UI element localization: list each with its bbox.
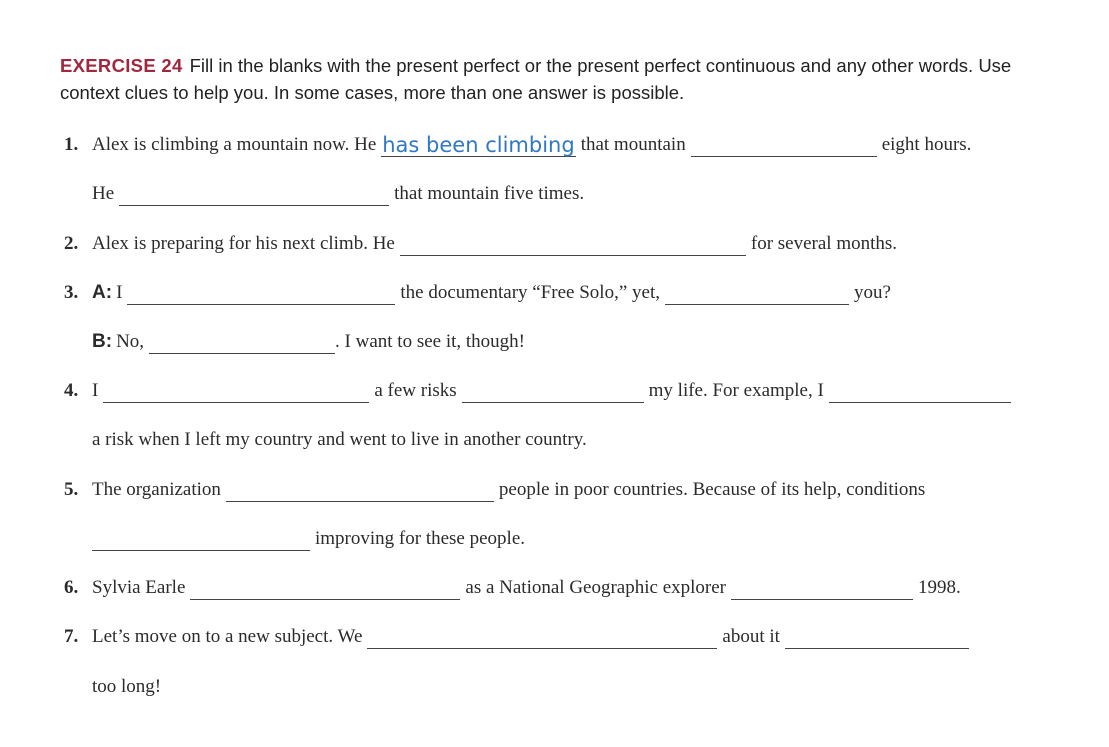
answer-blank[interactable] [149,335,335,354]
item-text: about it [722,626,780,647]
item-number: 7. [64,626,79,647]
item-text: too long! [92,676,162,697]
speaker-b-label: B: [92,331,113,352]
answer-blank[interactable] [829,384,1011,403]
answer-blank[interactable] [127,286,395,305]
answer-blank[interactable] [691,138,877,157]
answer-blank[interactable] [103,384,369,403]
answer-blank[interactable] [785,630,969,649]
item-text: as a National Geographic explorer [465,577,727,598]
item-4-line-2 [92,428,587,452]
item-text: Sylvia Earle [92,577,186,598]
answer-blank[interactable] [226,483,494,502]
item-text: the documentary “Free Solo,” yet, [400,282,660,303]
item-text: improving for these people. [315,528,526,549]
answer-blank[interactable] [190,581,460,600]
item-4-line-1 [64,379,1016,403]
item-text: The organization [92,479,221,500]
item-text: I [92,380,99,401]
item-text: my life. For example, I [648,380,824,401]
item-number: 6. [64,577,79,598]
item-text: eight hours. [881,134,972,155]
item-number: 4. [64,380,79,401]
item-number: 3. [64,282,79,303]
item-text: that mountain [580,134,686,155]
item-text: . I want to see it, though! [335,331,526,352]
item-number: 5. [64,479,79,500]
item-7-line-2 [92,675,161,699]
item-number: 2. [64,233,79,254]
answer-blank[interactable] [92,532,310,551]
exercise-header [60,52,1060,106]
item-text: Let’s move on to a new subject. We [92,626,363,647]
item-text: No, [116,331,145,352]
item-text: that mountain five times. [394,183,585,204]
item-text: for several months. [750,233,898,254]
answer-field-filled[interactable]: has been climbing [382,133,575,157]
item-text: I [116,282,123,303]
item-text: 1998. [918,577,961,598]
item-6-line-1 [64,576,961,600]
item-text: you? [853,282,891,303]
answer-blank[interactable] [119,187,389,206]
exercise-instructions: Fill in the blanks with the present perfect or the present perfect continuous and any other words. Use context clues to help you. In some cases, more than one answer is possible. [60,55,1012,103]
item-text: people in poor countries. Because of its help, conditions [498,479,926,500]
item-1-line-1 [64,133,972,157]
answer-blank[interactable] [400,237,746,256]
item-1-line-2 [92,182,584,206]
speaker-a-label: A: [92,282,113,303]
item-text: a few risks [374,380,457,401]
answer-blank[interactable] [367,630,717,649]
item-5-line-2 [92,527,525,551]
answer-blank[interactable] [462,384,644,403]
item-text: He [92,183,115,204]
answer-blank[interactable] [665,286,849,305]
item-3-line-2 [92,330,525,354]
item-text: a risk when I left my country and went to live in another country. [92,429,587,450]
item-text: Alex is climbing a mountain now. He [92,134,377,155]
item-number: 1. [64,134,79,155]
exercise-title: EXERCISE 24 [60,55,183,76]
item-7-line-1 [64,625,974,649]
item-2-line-1 [64,232,898,256]
item-3-line-1 [64,281,891,305]
item-5-line-1 [64,478,926,502]
answer-blank[interactable] [731,581,913,600]
item-text: Alex is preparing for his next climb. He [92,233,395,254]
